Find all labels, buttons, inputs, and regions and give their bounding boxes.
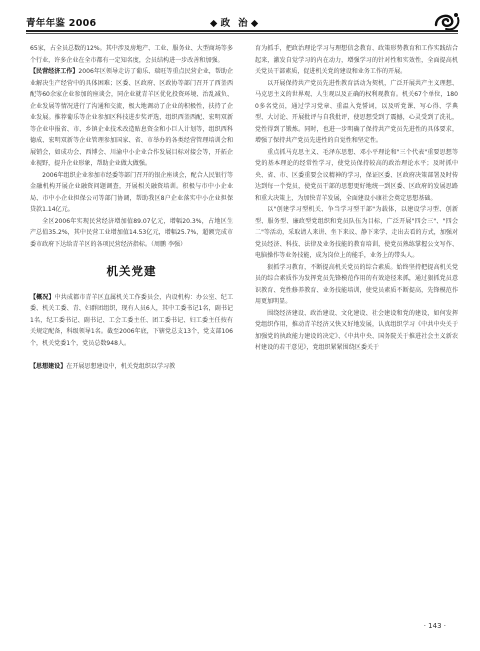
- right-column: [255, 43, 458, 354]
- section-heading-right: 治 ◆: [238, 18, 259, 29]
- paragraph: 围绕经济建设、政治建设、文化建设、社会建设和党的建设，如何发挥党组织作用，推动青羊经济又快又好地发展，认真组织学习《中共中央关于加强党的执政能力建设的决定》、《中共中央、国务院关于推进社会主义新农村建设的若干意见》，党组织紧紧围绕区委关于: [255, 309, 458, 351]
- left-column: [30, 43, 233, 373]
- entry-text: 2006年区领导走访了葡乐、瑞旺等重点民营企业，帮助企业解决生产经营中的具体困难；区委、区政府、区政协等部门召开了西釜西配等60余家企业参加的座谈会，同企业就青羊区优化投资环境、治乱减负、企业发展等情况进行了沟通和交流，极大地调动了企业的积极性，扶持了企业发展。推荐葡乐等企业参加区科技进步奖评选，组织西釜西配、宏明双新等企业申报省、市、乡镇企业技术改造贴息资金和小巨人计划等，组织西科德成、宏明双新等企业管理参加国家、省、市举办的各类经营管理培训会和展销会，如成功会、西博会、川渝中小企业合作发展目标对接会等，开拓企业视野，提升企业形象，帮助企业做大做强。: [30, 68, 234, 167]
- section-heading-left: ◆ 政: [210, 18, 231, 29]
- paragraph: 2006年组织企业参加市经委等部门召开的银企座谈会，配合人民银行等金融机构开展企业融资问题调查，开展相关融资培训。积极与市中小企业局、市中小企业担保公司等部门协调，帮助我区8户企业落实中小企业担保贷款1.14亿元。: [30, 171, 233, 213]
- header-rule: [26, 30, 458, 32]
- yearbook-title: 青年年鉴 2006: [26, 18, 97, 29]
- paragraph: 以"创建学习型机关、争当学习型干部"为载体，以建设学习型、创新型、服务型、廉政型党组织和党员队伍为目标，广泛开展"四会三"、"四会二"等活动，采取请人来讲、坐下来议、静下来学、走出去看的方式，加强对党员经济、科技、法律及业务技能的教育培训，使党员熟练掌握公文写作、电脑操作等业务技能，成为岗位上的能手，业务上的带头人。: [255, 206, 458, 259]
- header-rule-thin: [26, 33, 458, 34]
- section-title: 机关党建: [106, 264, 157, 278]
- paragraph: 65家，占全员总数的12%。其中涉及房地产、工业、服务业、大型商场等多个行业，许多企业在全市都有一定知名度，会员结构进一步改善和加强。: [30, 45, 233, 64]
- entry-text: 中共成都市青羊区直属机关工作委员会，内设机构：办公室、纪工委、机关工委、青、妇群团组织，现有人员6人，其中工委书记1名，副书记1名，纪工委书记、副书记、工会工委主任、团工委书记、妇工委主任按有关规定配备，科级领导1名。截至2006年底，下辖党总支13个，党支部106个，机关党委1个，党员总数948人。: [30, 293, 234, 347]
- page-number: · 143 ·: [423, 622, 446, 630]
- paragraph: [30, 292, 233, 350]
- entry-tag: 【民营经济工作】: [30, 68, 79, 75]
- entry-text: 在开展思想建设中，机关党组织以学习教: [66, 363, 176, 370]
- paragraph: 以开展保持共产党员先进性教育活动为契机，广泛开展共产主义理想、马克思主义的世界观、人生观以及正确的权利观教育。机关67个单位，1800多名党员，通过学习党章、重温入党誓词，以及听党课、写心得、学典型、大讨论、开展批评与自我批评，使思想受到了震撼，心灵受到了洗礼，党性得到了锻炼。同时，也进一步明确了保持共产党员先进性的具体要求，增强了保持共产党员先进性的自觉性和坚定性。: [255, 79, 458, 144]
- section-heading: [210, 15, 258, 29]
- paragraph: 育为抓手，把政治理论学习与理想信念教育、政策形势教育和工作实践结合起来，激发自觉学习的内在动力，增强学习的针对性和实效性，全面提高机关党员干部素质，促进机关党的建设和业务工作的开展。: [255, 45, 458, 75]
- paragraph: 重点抓马克思主义、毛泽东思想、邓小平理论和"三个代表"重要思想等党的基本理论的经常性学习，使党员保持较高的政治理论水平；及时抓中央、省、市、区委重要会议精神的学习，保证区委、区政府决策部署及时传达到每一个党员，使党员干部的思想更好地统一到区委、区政府的发展思路和重大决策上，为加快青羊发展，全面建设小康社会奠定思想基础。: [255, 148, 458, 202]
- paragraph: 全区2006年实现民营经济增加值89.07亿元，增幅20.3%，占地区生产总值35.2%，其中民营工业增加值14.53亿元，增幅25.7%，超额完成市委市政府下达给青羊区的各项民营经济指标。（周鹏 李强）: [30, 217, 233, 248]
- paragraph: 狠抓学习教育，不断提高机关党员的综合素质。始终坚持把提高机关党员的综合素质作为发挥党员先锋模范作用的有效途径来抓，通过狠抓党员意识教育、党性修养教育、业务技能培训，使党员素质不断提高，先锋模范作用更加明显。: [255, 263, 458, 305]
- paragraph: [30, 361, 233, 373]
- entry-tag: 【思想建设】: [30, 363, 67, 370]
- entry-tag: 【概况】: [30, 293, 55, 301]
- paragraph: [30, 66, 233, 170]
